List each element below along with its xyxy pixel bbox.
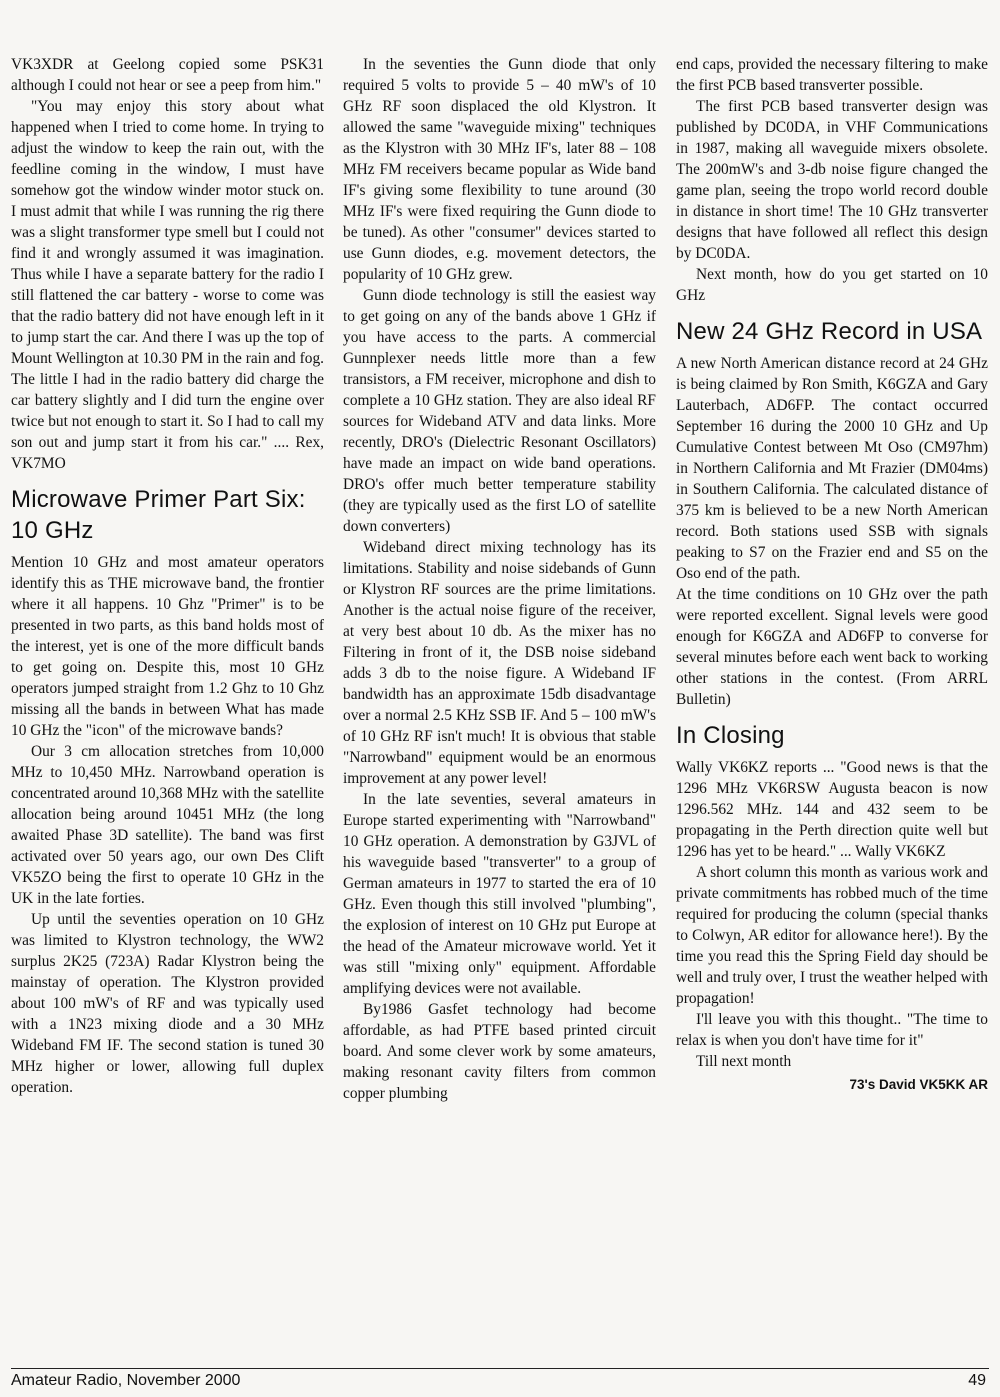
footer-publication: Amateur Radio, November 2000 [11,1372,241,1389]
paragraph: "You may enjoy this story about what happened when I tried to come home. In trying to adjust the window to keep the rain out, with the feedline coming in the window, I must have somehow got the window winder motor stuck on. I must admit that while I was running the rig there was a slight transformer type smell but I could not find it and wrongly assumed it was imagination. Thus while I have a separate battery for the radio I still flattened the car battery - worse to come was that the radio battery did not have enough left in it to jump start the car. And there I was up the top of Mount Wellington at 10.30 PM in the rain and fog. The little I had in the radio battery did charge the car battery slightly and I did turn the engine over twice but not enough to start it. So I had to call my son out and jump start it from his car." .... Rex, VK7MO [11,98,324,472]
heading-in-closing: In Closing [676,722,785,749]
author-signature: 73's David VK5KK AR [849,1077,988,1092]
paragraph: By1986 Gasfet technology had become affordable, as had PTFE based printed circuit board. And some clever work by some amateurs, making resonant cavity filters from common copper plumbing [343,1001,656,1102]
paragraph: Next month, how do you get started on 10 GHz [676,266,988,304]
column-2 [343,54,656,1104]
heading-microwave-primer: Microwave Primer Part Six: 10 GHz [11,486,306,544]
paragraph: Wally VK6KZ reports ... "Good news is that the 1296 MHz VK6RSW Augusta beacon is now 1296.562 MHz. 144 and 432 seem to be propagating in the Perth direction quite well but 1296 has yet to be heard." ... Wally VK6KZ [676,759,988,860]
paragraph: A new North American distance record at 24 GHz is being claimed by Ron Smith, K6GZA and Gary Lauterbach, AD6FP. The contact occurred September 16 during the 2000 10 GHz and Up Cumulative Contest between Mt Oso (CM97hm) in Northern California and Mt Frazier (DM04ms) in Southern California. The calculated distance of 375 km is believed to be a new North American record. Both stations used SSB with signals peaking to S7 on the Frazier end and S5 on the Oso end of the path. [676,355,988,582]
paragraph: Till next month [696,1053,792,1070]
paragraph: VK3XDR at Geelong copied some PSK31 although I could not hear or see a peep from him." [11,56,324,94]
paragraph: Up until the seventies operation on 10 GHz was limited to Klystron technology, the WW2 surplus 2K25 (723A) Radar Klystron being the mainstay of operation. The Klystron provided about 100 mW's of RF and was typically used with a 1N23 mixing diode and a 30 MHz Wideband FM IF. The second station is tuned 30 MHz higher or lower, allowing full duplex operation. [11,911,324,1096]
paragraph: In the seventies the Gunn diode that only required 5 volts to provide 5 – 40 mW's of 10 GHz RF soon displaced the old Klystron. It allowed the same "waveguide mixing" techniques as the Klystron with 30 MHz IF's, later 88 – 108 MHz FM receivers became popular as Wide band IF's giving some flexibility to tune around (30 MHz IF's were fixed requiring the Gunn diode to be tuned). As other "consumer" devices started to use Gunn diodes, e.g. movement detectors, the popularity of 10 GHz grew. [343,56,656,283]
heading-24ghz-record: New 24 GHz Record in USA [676,318,983,345]
column-1 [11,54,324,1098]
paragraph: end caps, provided the necessary filtering to make the first PCB based transverter possible. [676,56,988,94]
paragraph: At the time conditions on 10 GHz over the path were reported excellent. Signal levels were good enough for K6GZA and AD6FP to converse for several minutes before each went back to working other stations in the contest. (From ARRL Bulletin) [676,586,988,708]
column-3 [676,54,988,1095]
page-number: 49 [968,1372,986,1389]
paragraph: Wideband direct mixing technology has its limitations. Stability and noise sidebands of Gunn or Klystron RF sources are the prime limitations. Another is the actual noise figure of the receiver, at very best about 10 db. As the mixer has no Filtering in front of it, the DSB noise sideband adds 3 db to the noise figure. A Wideband IF bandwidth has an approximate 15db disadvantage over a normal 2.5 KHz SSB IF. And 5 – 100 mW's of 10 GHz RF isn't much! It is obvious that stable "Narrowband" equipment would be an enormous improvement at any power level! [343,539,656,787]
paragraph: The first PCB based transverter design was published by DC0DA, in VHF Communications in 1987, making all waveguide mixers obsolete. The 200mW's and 3-db noise figure changed the game plan, seeing the tropo world record double in distance in short time! The 10 GHz transverter designs that have followed all reflect this design by DC0DA. [676,98,988,262]
paragraph: Our 3 cm allocation stretches from 10,000 MHz to 10,450 MHz. Narrowband operation is concentrated around 10,368 MHz with the satellite allocation being around 10451 MHz (the long awaited Phase 3D satellite). The band was first activated over 50 years ago, our own Des Clift VK5ZO being the first to operate 10 GHz in the UK in the late forties. [11,743,324,907]
paragraph: I'll leave you with this thought.. "The time to relax is when you don't have time for it" [676,1011,988,1049]
paragraph: In the late seventies, several amateurs in Europe started experimenting with "Narrowband" 10 GHz operation. A demonstration by G3JVL of his waveguide based "transverter" to a group of German amateurs in 1977 to started the era of 10 GHz. Even though this still involved "plumbing", the explosion of interest on 10 GHz put Europe at the head of the Amateur microwave world. Yet it was still "mixing only" equipment. Affordable amplifying devices were not available. [343,791,656,997]
footer-rule [11,1368,989,1369]
paragraph: Gunn diode technology is still the easiest way to get going on any of the bands above 1 GHz if you have access to the parts. A commercial Gunnplexer needs little more than a few transistors, a FM receiver, microphone and dish to complete a 10 GHz station. They are also ideal RF sources for Wideband ATV and data links. More recently, DRO's (Dielectric Resonant Oscillators) have made an impact on wide band operations. DRO's offer much better temperature stability (they are typically used as the first LO of satellite down converters) [343,287,656,535]
paragraph: A short column this month as various work and private commitments has robbed much of the time required for producing the column (special thanks to Colwyn, AR editor for allowance here!). By the time you read this the Spring Field day should be well and truly over, I trust the weather helped with propagation! [676,864,988,1007]
paragraph: Mention 10 GHz and most amateur operators identify this as THE microwave band, the frontier where it all happens. 10 Ghz "Primer" is to be presented in two parts, as this band holds most of the interest, yet is one of the more difficult bands to get going on. Despite this, most 10 GHz operators jumped straight from 1.2 Ghz to 10 Ghz missing all the bands in between What has made 10 GHz the "icon" of the microwave bands? [11,554,324,739]
